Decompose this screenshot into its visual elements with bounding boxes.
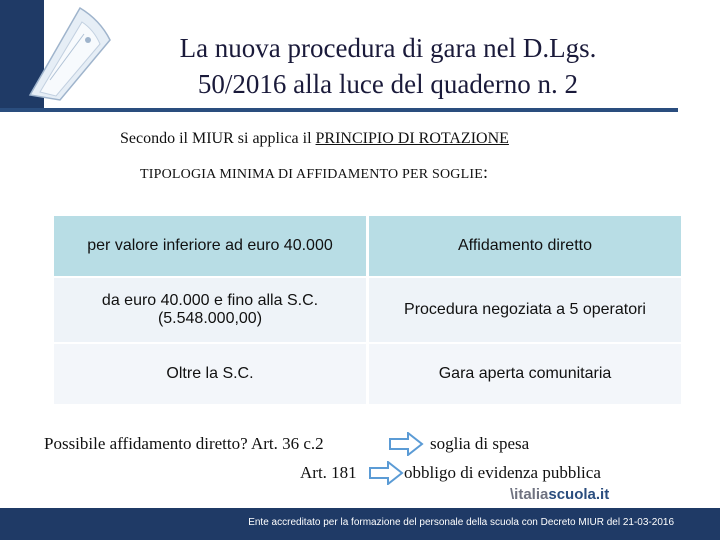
section-label-text: TIPOLOGIA MINIMA DI AFFIDAMENTO PER SOGLIE	[140, 167, 483, 182]
title-line-2: 50/2016 alla luce del quaderno n. 2	[197, 69, 579, 99]
threshold-cell: per valore inferiore ad euro 40.000	[54, 216, 368, 277]
table-row	[54, 216, 683, 277]
table-row	[54, 277, 683, 343]
brand-logo	[510, 486, 609, 503]
fountain-pen-logo-icon	[20, 0, 120, 108]
procedure-cell: Procedura negoziata a 5 operatori	[368, 277, 683, 343]
table-row	[54, 343, 683, 405]
note-line-1-left: Possibile affidamento diretto? Art. 36 c.2	[44, 434, 324, 453]
right-arrow-icon	[388, 432, 424, 456]
footer-text: Ente accreditato per la formazione del personale della scuola con Decreto MIUR del 21-03-2016	[248, 517, 674, 528]
subtitle-prefix: Secondo il MIUR si applica il	[120, 130, 316, 147]
subtitle-principle: PRINCIPIO DI ROTAZIONE	[315, 130, 509, 147]
procedure-cell: Gara aperta comunitaria	[368, 343, 683, 405]
page-title	[108, 30, 668, 102]
brand-suffix: scuola.it	[548, 486, 610, 503]
threshold-cell: Oltre la S.C.	[54, 343, 368, 405]
section-label	[140, 162, 660, 183]
title-line-1: La nuova procedura di gara nel D.Lgs.	[179, 33, 597, 63]
procedure-cell: Affidamento diretto	[368, 216, 683, 277]
footer-bar	[0, 508, 720, 540]
brand-prefix: \italia	[510, 486, 549, 503]
note-line-2-right: obbligo di evidenza pubblica	[404, 463, 601, 482]
note-line-1-right: soglia di spesa	[430, 434, 530, 453]
threshold-table	[54, 216, 684, 406]
note-line-2-left: Art. 181	[300, 463, 357, 482]
threshold-cell: da euro 40.000 e fino alla S.C. (5.548.000,00)	[54, 277, 368, 343]
right-arrow-icon	[368, 461, 404, 485]
subtitle	[120, 130, 640, 148]
title-divider	[0, 108, 678, 112]
section-label-colon: :	[483, 162, 489, 182]
